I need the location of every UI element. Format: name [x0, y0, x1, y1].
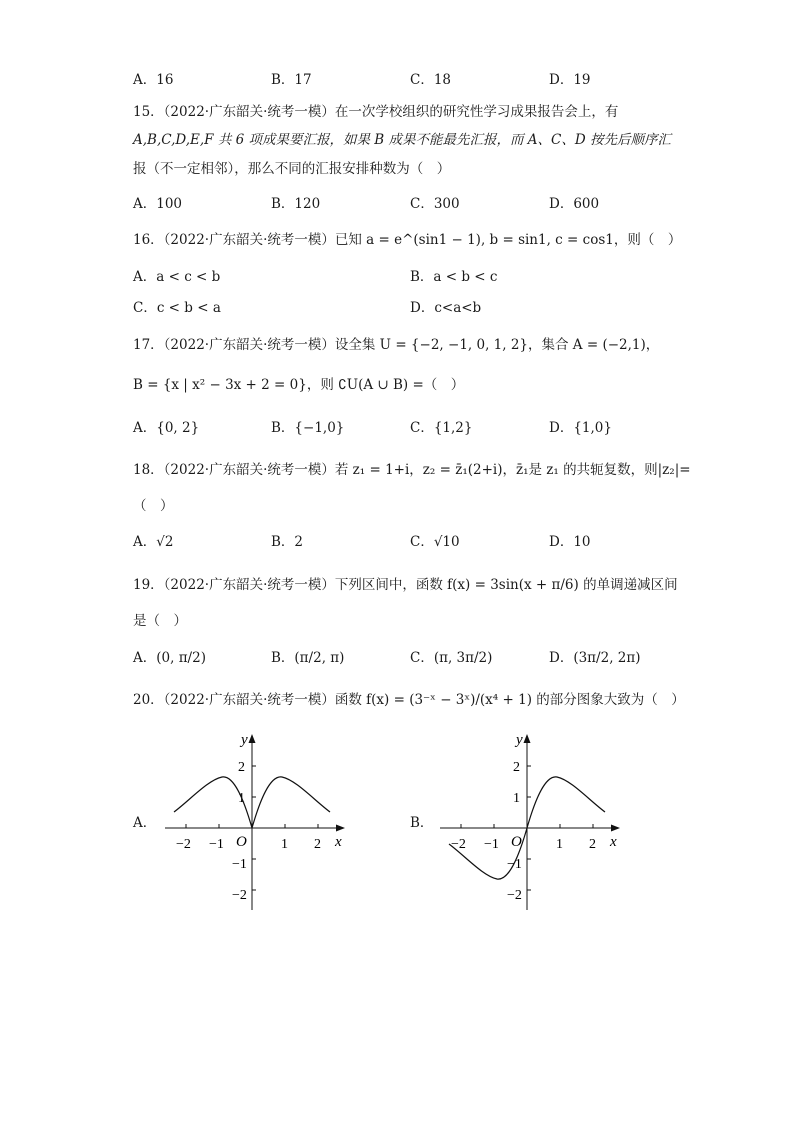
q20-graph-b-label: B．: [410, 815, 434, 831]
q15-line-2: A,B,C,D,E,F 共 6 项成果要汇报，如果 B 成果不能最先汇报，而 A、C、D 按先后顺序汇: [133, 132, 671, 148]
xtick-2: 2: [314, 837, 321, 852]
x-axis-label: x: [610, 834, 617, 850]
q14-option-d: D．19: [549, 72, 591, 88]
q17-line-1: 17．（2022·广东韶关·统考一模）设全集 U = {−2, −1, 0, 1, 2}，集合 A = (−2,1)，: [133, 337, 660, 353]
q19-line-1: 19．（2022·广东韶关·统考一模）下列区间中，函数 f(x) = 3sin(x + π/6) 的单调递减区间: [133, 577, 678, 593]
q17-option-d: D．{1,0}: [549, 420, 612, 436]
ytick-1: 1: [513, 791, 520, 806]
q19-option-c: C．(π, 3π/2): [410, 650, 493, 666]
q18-option-d: D．10: [549, 534, 591, 550]
q16-option-c: C．c < b < a: [133, 300, 221, 316]
q18-line-1: 18．（2022·广东韶关·统考一模）若 z₁ = 1+i，z₂ = z̄₁(2+i)，z̄₁是 z₁ 的共轭复数，则|z₂|=: [133, 462, 691, 478]
q14-option-a: A．16: [133, 72, 174, 88]
graph-b: [425, 728, 630, 918]
q19-option-d: D．(3π/2, 2π): [549, 650, 641, 666]
y-axis-label: y: [241, 732, 248, 748]
q17-option-b: B．{−1,0}: [271, 420, 345, 436]
xtick-neg1: −1: [484, 837, 499, 852]
ytick-neg1: −1: [232, 857, 247, 872]
y-axis-label: y: [516, 732, 523, 748]
ytick-2: 2: [238, 760, 245, 775]
q15-line-3: 报（不一定相邻），那么不同的汇报安排种数为（ ）: [133, 161, 451, 177]
x-axis-arrow: [611, 825, 620, 832]
origin-label: O: [511, 834, 522, 850]
q16-line-1: 16．（2022·广东韶关·统考一模）已知 a = e^(sin1 − 1), b = sin1, c = cos1，则（ ）: [133, 232, 682, 248]
q20-graph-a-label: A．: [133, 815, 157, 831]
ytick-2: 2: [513, 760, 520, 775]
q18-line-2: （ ）: [133, 498, 174, 514]
graph-a: [150, 728, 355, 918]
xtick-neg2: −2: [451, 837, 466, 852]
ytick-neg1: −1: [507, 857, 522, 872]
q19-line-2: 是（ ）: [133, 613, 187, 629]
ytick-neg2: −2: [232, 888, 247, 903]
q15-option-c: C．300: [410, 196, 460, 212]
x-axis-arrow: [336, 825, 345, 832]
q16-option-a: A．a < c < b: [133, 269, 221, 285]
x-axis-label: x: [335, 834, 342, 850]
xtick-neg1: −1: [209, 837, 224, 852]
origin-label: O: [236, 834, 247, 850]
ytick-1: 1: [238, 791, 245, 806]
xtick-2: 2: [589, 837, 596, 852]
q19-option-a: A．(0, π/2): [133, 650, 206, 666]
q17-option-c: C．{1,2}: [410, 420, 473, 436]
q18-option-a: A．√2: [133, 534, 174, 550]
y-axis-arrow: [249, 734, 256, 743]
xtick-1: 1: [281, 837, 288, 852]
q19-option-b: B．(π/2, π): [271, 650, 345, 666]
y-axis-arrow: [524, 734, 531, 743]
ytick-neg2: −2: [507, 888, 522, 903]
q15-option-b: B．120: [271, 196, 321, 212]
xtick-1: 1: [556, 837, 563, 852]
q15-option-d: D．600: [549, 196, 600, 212]
q14-option-c: C．18: [410, 72, 452, 88]
q18-option-c: C．√10: [410, 534, 460, 550]
q17-line-2: B = {x | x² − 3x + 2 = 0}，则 ∁U(A ∪ B) =（ ）: [133, 377, 465, 393]
xtick-neg2: −2: [176, 837, 191, 852]
q15-line-1: 15．（2022·广东韶关·统考一模）在一次学校组织的研究性学习成果报告会上，有: [133, 104, 619, 120]
q20-line-1: 20．（2022·广东韶关·统考一模）函数 f(x) = (3⁻ˣ − 3ˣ)/(x⁴ + 1) 的部分图象大致为（ ）: [133, 692, 685, 708]
q17-option-a: A．{0, 2}: [133, 420, 200, 436]
q15-option-a: A．100: [133, 196, 183, 212]
q18-option-b: B．2: [271, 534, 304, 550]
q14-option-b: B．17: [271, 72, 312, 88]
q16-option-b: B．a < b < c: [410, 269, 498, 285]
q16-option-d: D．c<a<b: [410, 300, 482, 316]
